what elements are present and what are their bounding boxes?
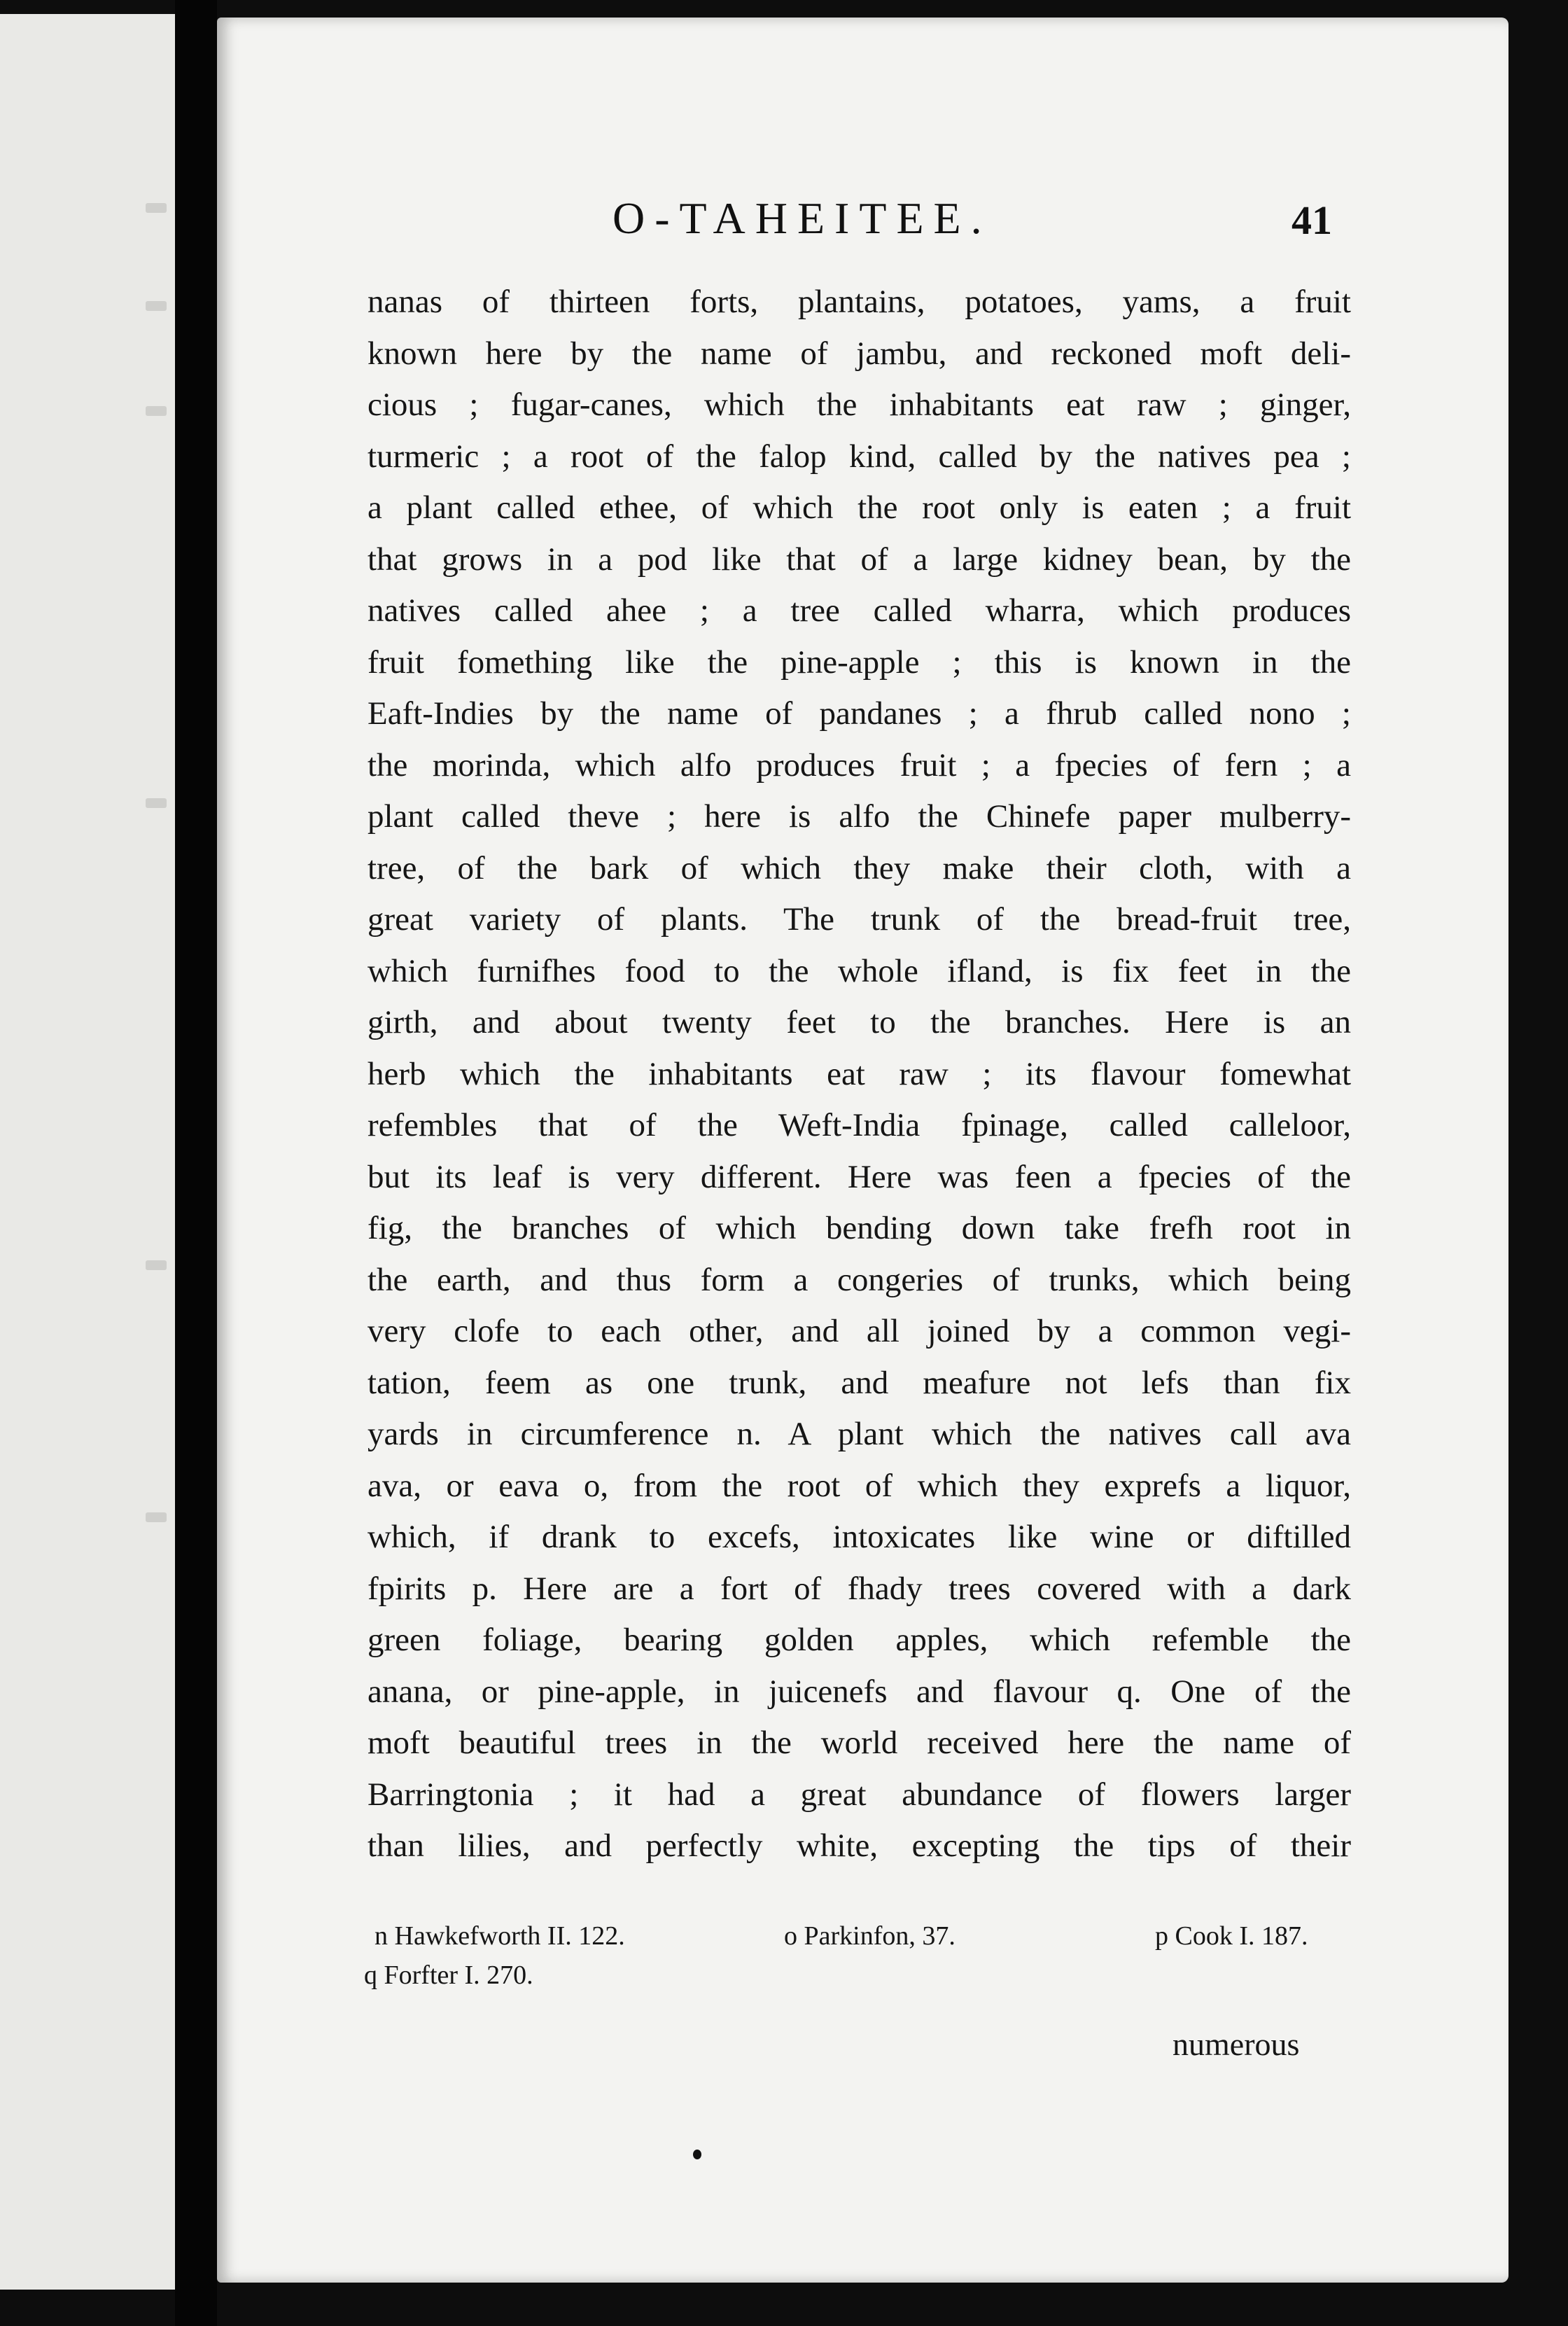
text-line: the earth, and thus form a congeries of trunks, which being [368, 1261, 1351, 1298]
footnote-p: p Cook I. 187. [1155, 1921, 1308, 1951]
bleed-mark [146, 301, 167, 311]
text-line: nanas of thirteen forts, plantains, potatoes, yams, a fruit [368, 284, 1351, 320]
text-line: that grows in a pod like that of a large kidney bean, by the [368, 541, 1351, 578]
text-line: yards in circumference n. A plant which the natives call ava [368, 1416, 1351, 1452]
text-line: great variety of plants. The trunk of the bread-fruit tree, [368, 901, 1351, 938]
text-line: but its leaf is very different. Here was feen a fpecies of the [368, 1158, 1351, 1195]
footnote-q: q Forfter I. 270. [364, 1961, 533, 1990]
text-line: Barringtonia ; it had a great abundance of flowers larger [368, 1776, 1351, 1813]
text-line: than lilies, and perfectly white, excepting the tips of their [368, 1827, 1351, 1864]
text-line: fig, the branches of which bending down take frefh root in [368, 1210, 1351, 1246]
page-number: 41 [1292, 197, 1332, 243]
text-line: tation, feem as one trunk, and meafure not lefs than fix [368, 1364, 1351, 1401]
bleed-mark [146, 406, 167, 416]
text-line: the morinda, which alfo produces fruit ; a fpecies of fern ; a [368, 746, 1351, 784]
footnote-n: n Hawkefworth II. 122. [374, 1921, 625, 1951]
text-line: which furnifhes food to the whole ifland, is fix feet in the [368, 952, 1351, 989]
running-title: O-TAHEITEE. [612, 193, 992, 243]
footnote-o: o Parkinfon, 37. [784, 1921, 955, 1951]
text-line: anana, or pine-apple, in juicenefs and flavour q. One of the [368, 1673, 1351, 1710]
text-line: plant called theve ; here is alfo the Chinefe paper mulberry- [368, 798, 1351, 835]
body-text [368, 277, 1351, 1872]
text-line: very clofe to each other, and all joined by a common vegi- [368, 1313, 1351, 1349]
text-line: tree, of the bark of which they make their cloth, with a [368, 849, 1351, 886]
bleed-mark [146, 1260, 167, 1270]
footnote-row [364, 1921, 1358, 1960]
text-line: ava, or eava o, from the root of which they exprefs a liquor, [368, 1467, 1351, 1504]
ink-speck [693, 2150, 701, 2159]
text-line: fpirits p. Here are a fort of fhady trees covered with a dark [368, 1570, 1351, 1607]
text-line: girth, and about twenty feet to the branches. Here is an [368, 1004, 1351, 1040]
footnote-row [364, 1960, 1358, 1999]
book-spine [175, 0, 217, 2326]
text-line: green foliage, bearing golden apples, which refemble the [368, 1622, 1351, 1658]
bleed-mark [146, 203, 167, 213]
text-line: fruit fomething like the pine-apple ; this is known in the [368, 643, 1351, 681]
catchword: numerous [1172, 2026, 1300, 2062]
text-line: turmeric ; a root of the falop kind, called by the natives pea ; [368, 438, 1351, 475]
facing-page-edge [0, 14, 175, 2290]
text-line: Eaft-Indies by the name of pandanes ; a fhrub called nono ; [368, 695, 1351, 732]
book-page [217, 18, 1508, 2283]
text-line: a plant called ethee, of which the root only is eaten ; a fruit [368, 489, 1351, 526]
text-line: natives called ahee ; a tree called wharra, which produces [368, 592, 1351, 629]
text-line: which, if drank to excefs, intoxicates like wine or diftilled [368, 1519, 1351, 1555]
text-line: herb which the inhabitants eat raw ; its flavour fomewhat [368, 1055, 1351, 1092]
page-header [217, 193, 1508, 256]
text-line: refembles that of the Weft-India fpinage, called calleloor, [368, 1107, 1351, 1143]
footnotes [364, 1921, 1358, 1999]
bleed-mark [146, 1512, 167, 1522]
text-line: known here by the name of jambu, and reckoned moft deli- [368, 335, 1351, 372]
bleed-mark [146, 798, 167, 808]
text-line: moft beautiful trees in the world received here the name of [368, 1725, 1351, 1761]
text-line: cious ; fugar-canes, which the inhabitants eat raw ; ginger, [368, 386, 1351, 423]
